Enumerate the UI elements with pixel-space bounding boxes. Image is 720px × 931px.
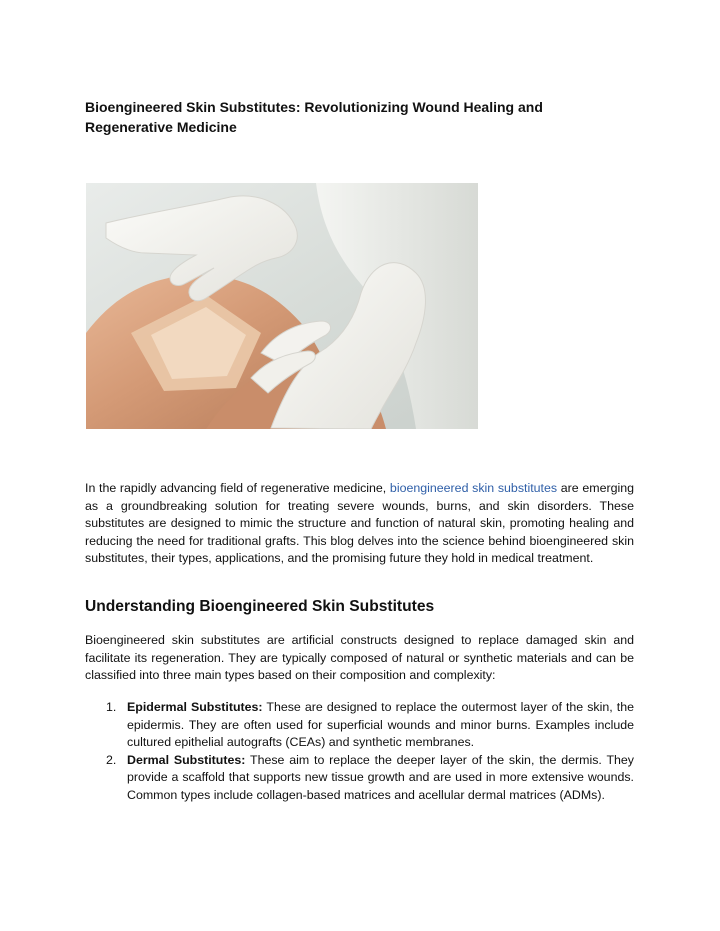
list-item-number: 1. [106,700,117,714]
list-item [106,752,634,805]
intro-text-before-link: In the rapidly advancing field of regenerative medicine, [85,481,390,495]
list-item-number: 2. [106,752,117,767]
list-item-term: Dermal Substitutes: [127,752,246,767]
bioengineered-skin-substitutes-link[interactable]: bioengineered skin substitutes [389,481,558,495]
intro-paragraph [85,480,634,568]
list-item-text: These aim to replace the deeper layer of the skin, the dermis. They provide a scaffold that supports new tissue growth and are used in more extensive wounds. Common types include collagen-based matrices and acellular dermal matrices (ADMs). [127,752,634,802]
section-paragraph: Bioengineered skin substitutes are artificial constructs designed to replace damaged skin and facilitate its regeneration. They are typically composed of natural or synthetic materials and can be classified into three main types based on their composition and complexity: [85,633,634,683]
list-item [106,699,634,752]
list-item-text: These are designed to replace the outermost layer of the skin, the epidermis. They are often used for superficial wounds and minor burns. Examples include cultured epithelial autografts (CEAs) and synthetic membranes. [127,700,634,750]
hero-image-gloved-hands-applying-bandage [86,183,478,429]
section-heading: Understanding Bioengineered Skin Substitutes [85,598,435,615]
intro-text-after-link: are emerging as a groundbreaking solution for treating severe wounds, burns, and skin disorders. These substitutes are designed to mimic the structure and function of natural skin, promoting healing and reducing the need for traditional grafts. This blog delves into the science behind bioengineered skin substitutes, their types, applications, and the promising future they hold in medical treatment. [85,481,635,566]
page-title: Bioengineered Skin Substitutes: Revolutionizing Wound Healing and Regenerative Medicine [85,99,543,135]
list-item-term: Epidermal Substitutes: [127,700,263,714]
substitute-types-list [106,699,634,805]
